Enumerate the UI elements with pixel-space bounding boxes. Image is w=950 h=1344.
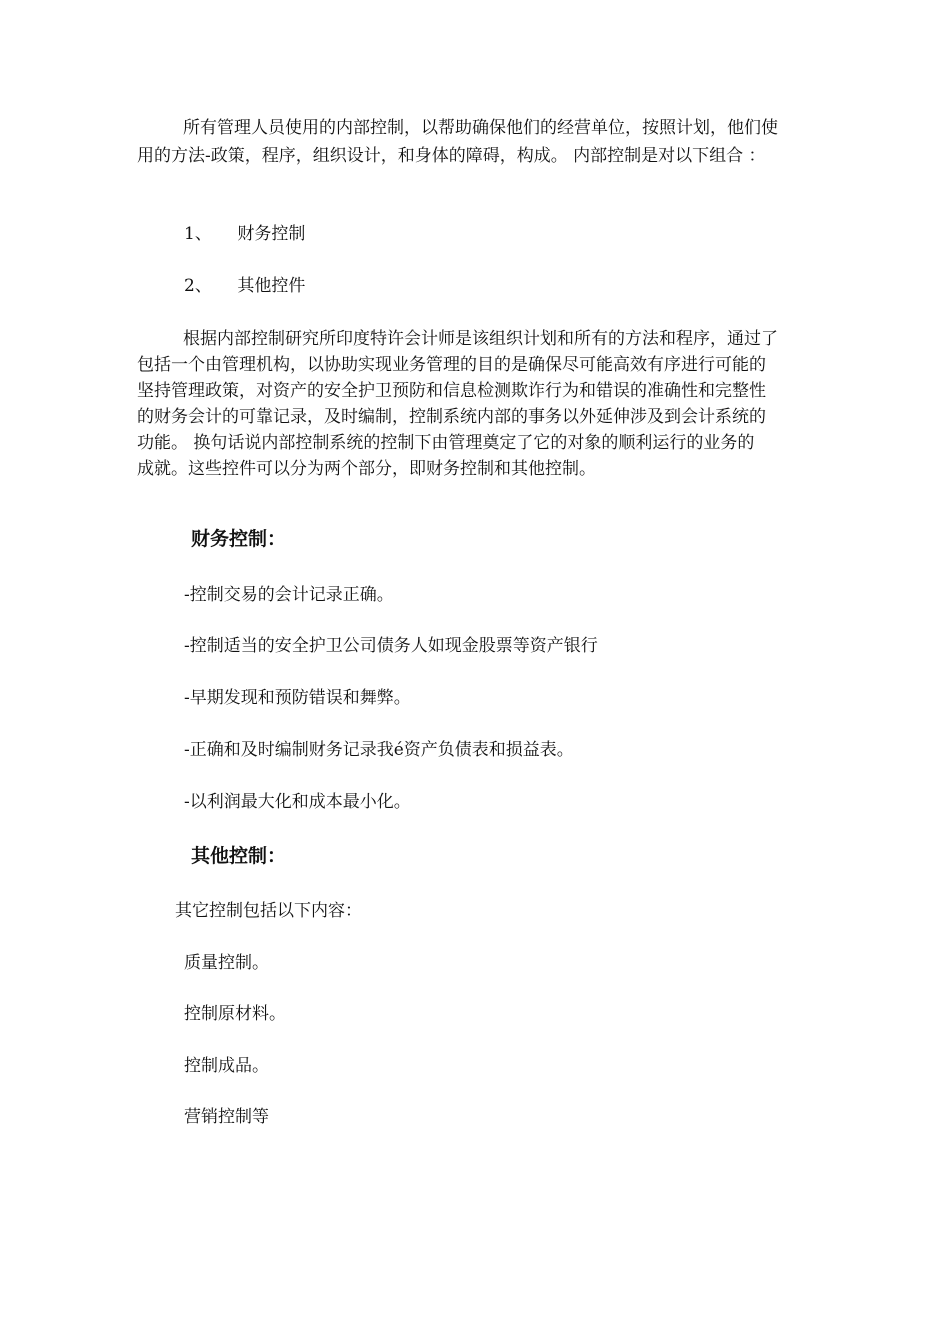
component-item-2 — [184, 273, 305, 299]
intro-line-1: 所有管理人员使用的内部控制，以帮助确保他们的经营单位，按照计划，他们使 — [183, 118, 778, 138]
financial-item: -早期发现和预防错误和舞弊。 — [184, 688, 411, 708]
definition-line-2: 包括一个由管理机构，以协助实现业务管理的目的是确保尽可能高效有序进行可能的 — [137, 355, 766, 375]
financial-item: -以利润最大化和成本最小化。 — [184, 792, 411, 812]
financial-item: -控制适当的安全护卫公司债务人如现金股票等资产银行 — [184, 636, 598, 656]
definition-line-3: 坚持管理政策，对资产的安全护卫预防和信息检测欺诈行为和错误的准确性和完整性 — [137, 381, 766, 401]
component-item-1 — [184, 221, 305, 247]
component-label: 财务控制 — [237, 224, 306, 244]
financial-controls-heading: 财务控制： — [191, 528, 287, 550]
component-number: 2、 — [184, 276, 212, 296]
intro-line-2: 用的方法-政策，程序，组织设计，和身体的障碍，构成。 内部控制是对以下组合 ： — [137, 146, 766, 166]
definition-line-6: 成就。这些控件可以分为两个部分，即财务控制和其他控制。 — [137, 459, 596, 479]
other-controls-heading: 其他控制： — [191, 845, 287, 867]
definition-line-4: 的财务会计的可靠记录，及时编制，控制系统内部的事务以外延伸涉及到会计系统的 — [137, 407, 766, 427]
component-label: 其他控件 — [237, 276, 306, 296]
other-item: 控制原材料。 — [184, 1004, 286, 1024]
definition-line-5: 功能。 换句话说内部控制系统的控制下由管理奠定了它的对象的顺利运行的业务的 — [137, 433, 755, 453]
component-number: 1、 — [184, 224, 212, 244]
other-item: 控制成品。 — [184, 1056, 269, 1076]
financial-item: -正确和及时编制财务记录我é资产负债表和损益表。 — [184, 740, 574, 760]
other-item: 营销控制等 — [184, 1107, 269, 1127]
definition-line-1: 根据内部控制研究所印度特许会计师是该组织计划和所有的方法和程序，通过了 — [183, 329, 778, 349]
other-controls-intro: 其它控制包括以下内容： — [175, 901, 362, 921]
financial-item: -控制交易的会计记录正确。 — [184, 585, 394, 605]
other-item: 质量控制。 — [184, 953, 269, 973]
